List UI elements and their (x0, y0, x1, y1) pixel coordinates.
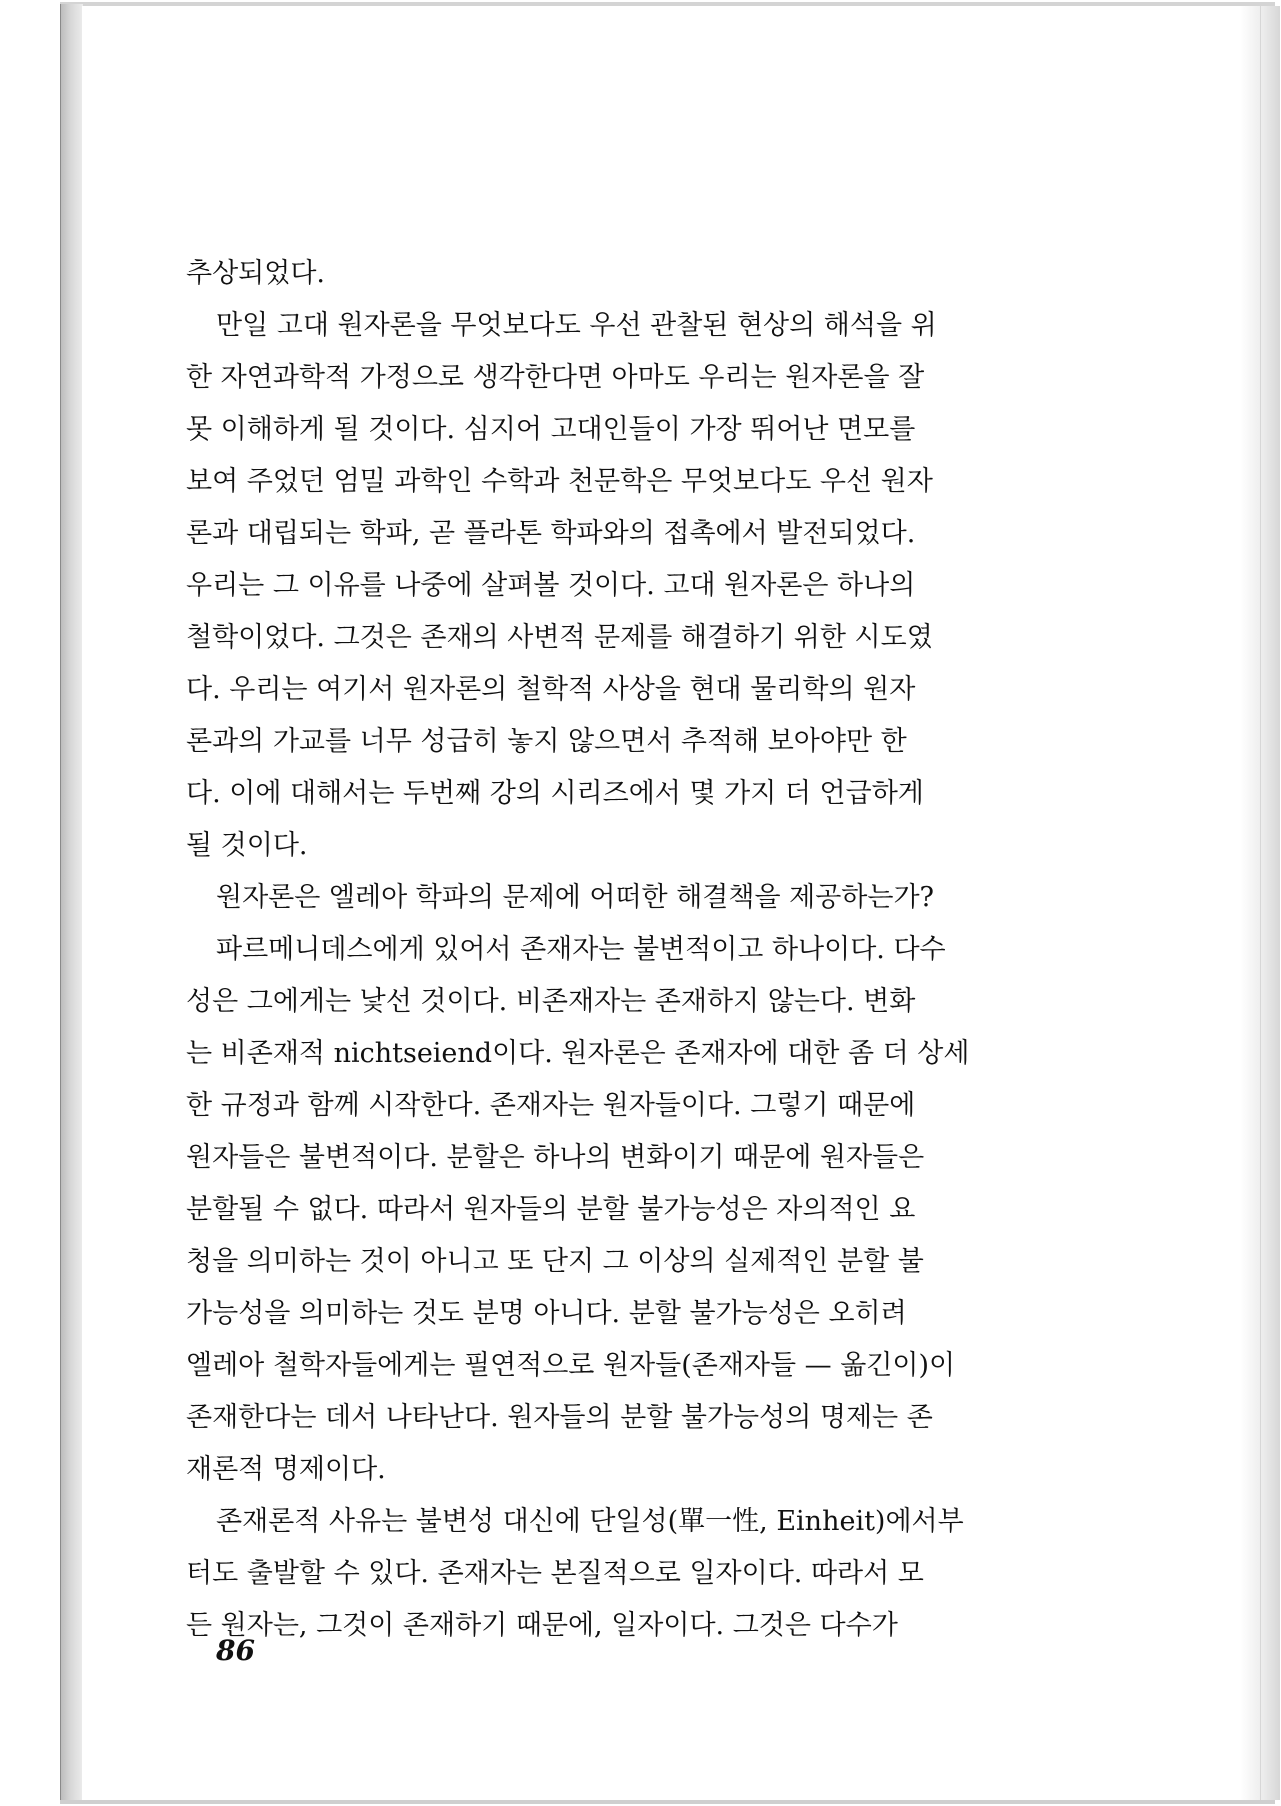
text-line: 원자들은 불변적이다. 분할은 하나의 변화이기 때문에 원자들은 (186, 1142, 925, 1173)
text-line: 는 비존재적 nichtseiend이다. 원자론은 존재자에 대한 좀 더 상세 (186, 1038, 970, 1069)
text-line: 만일 고대 원자론을 무엇보다도 우선 관찰된 현상의 해석을 위 (216, 310, 937, 341)
text-line: 다. 우리는 여기서 원자론의 철학적 사상을 현대 물리학의 원자 (186, 674, 916, 705)
text-line: 추상되었다. (186, 258, 325, 289)
text-line: 론과 대립되는 학파, 곧 플라톤 학파와의 접촉에서 발전되었다. (186, 518, 916, 549)
text-line: 다. 이에 대해서는 두번째 강의 시리즈에서 몇 가지 더 언급하게 (186, 778, 924, 809)
text-line: 분할될 수 없다. 따라서 원자들의 분할 불가능성은 자의적인 요 (186, 1194, 916, 1225)
text-line: 터도 출발할 수 있다. 존재자는 본질적으로 일자이다. 따라서 모 (186, 1558, 924, 1589)
text-line: 한 규정과 함께 시작한다. 존재자는 원자들이다. 그렇기 때문에 (186, 1090, 916, 1121)
text-line: 엘레아 철학자들에게는 필연적으로 원자들(존재자들 — 옮긴이)이 (186, 1350, 956, 1381)
page-stack-bottom-edge (60, 1800, 1275, 1804)
text-line: 가능성을 의미하는 것도 분명 아니다. 분할 불가능성은 오히려 (186, 1298, 907, 1329)
text-line: 못 이해하게 될 것이다. 심지어 고대인들이 가장 뛰어난 면모를 (186, 414, 916, 445)
text-line: 재론적 명제이다. (186, 1454, 386, 1485)
text-line: 성은 그에게는 낯선 것이다. 비존재자는 존재하지 않는다. 변화 (186, 986, 916, 1017)
text-line: 존재한다는 데서 나타난다. 원자들의 분할 불가능성의 명제는 존 (186, 1402, 933, 1433)
page-stack-left-edge (60, 4, 83, 1802)
text-line: 파르메니데스에게 있어서 존재자는 불변적이고 하나이다. 다수 (216, 934, 946, 965)
page-number: 86 (216, 1634, 255, 1667)
text-line: 론과의 가교를 너무 성급히 놓지 않으면서 추적해 보아야만 한 (186, 726, 907, 757)
text-line: 존재론적 사유는 불변성 대신에 단일성(單一性, Einheit)에서부 (216, 1506, 964, 1537)
body-text (186, 248, 1090, 1652)
text-line: 든 원자는, 그것이 존재하기 때문에, 일자이다. 그것은 다수가 (186, 1610, 898, 1641)
page-gutter-shadow (1240, 6, 1280, 1800)
text-line: 철학이었다. 그것은 존재의 사변적 문제를 해결하기 위한 시도였 (186, 622, 933, 653)
text-line: 한 자연과학적 가정으로 생각한다면 아마도 우리는 원자론을 잘 (186, 362, 925, 393)
text-line: 보여 주었던 엄밀 과학인 수학과 천문학은 무엇보다도 우선 원자 (186, 466, 933, 497)
text-line: 우리는 그 이유를 나중에 살펴볼 것이다. 고대 원자론은 하나의 (186, 570, 916, 601)
text-line: 청을 의미하는 것이 아니고 또 단지 그 이상의 실제적인 분할 불 (186, 1246, 924, 1277)
text-line: 원자론은 엘레아 학파의 문제에 어떠한 해결책을 제공하는가? (216, 882, 935, 913)
text-line: 될 것이다. (186, 830, 308, 861)
